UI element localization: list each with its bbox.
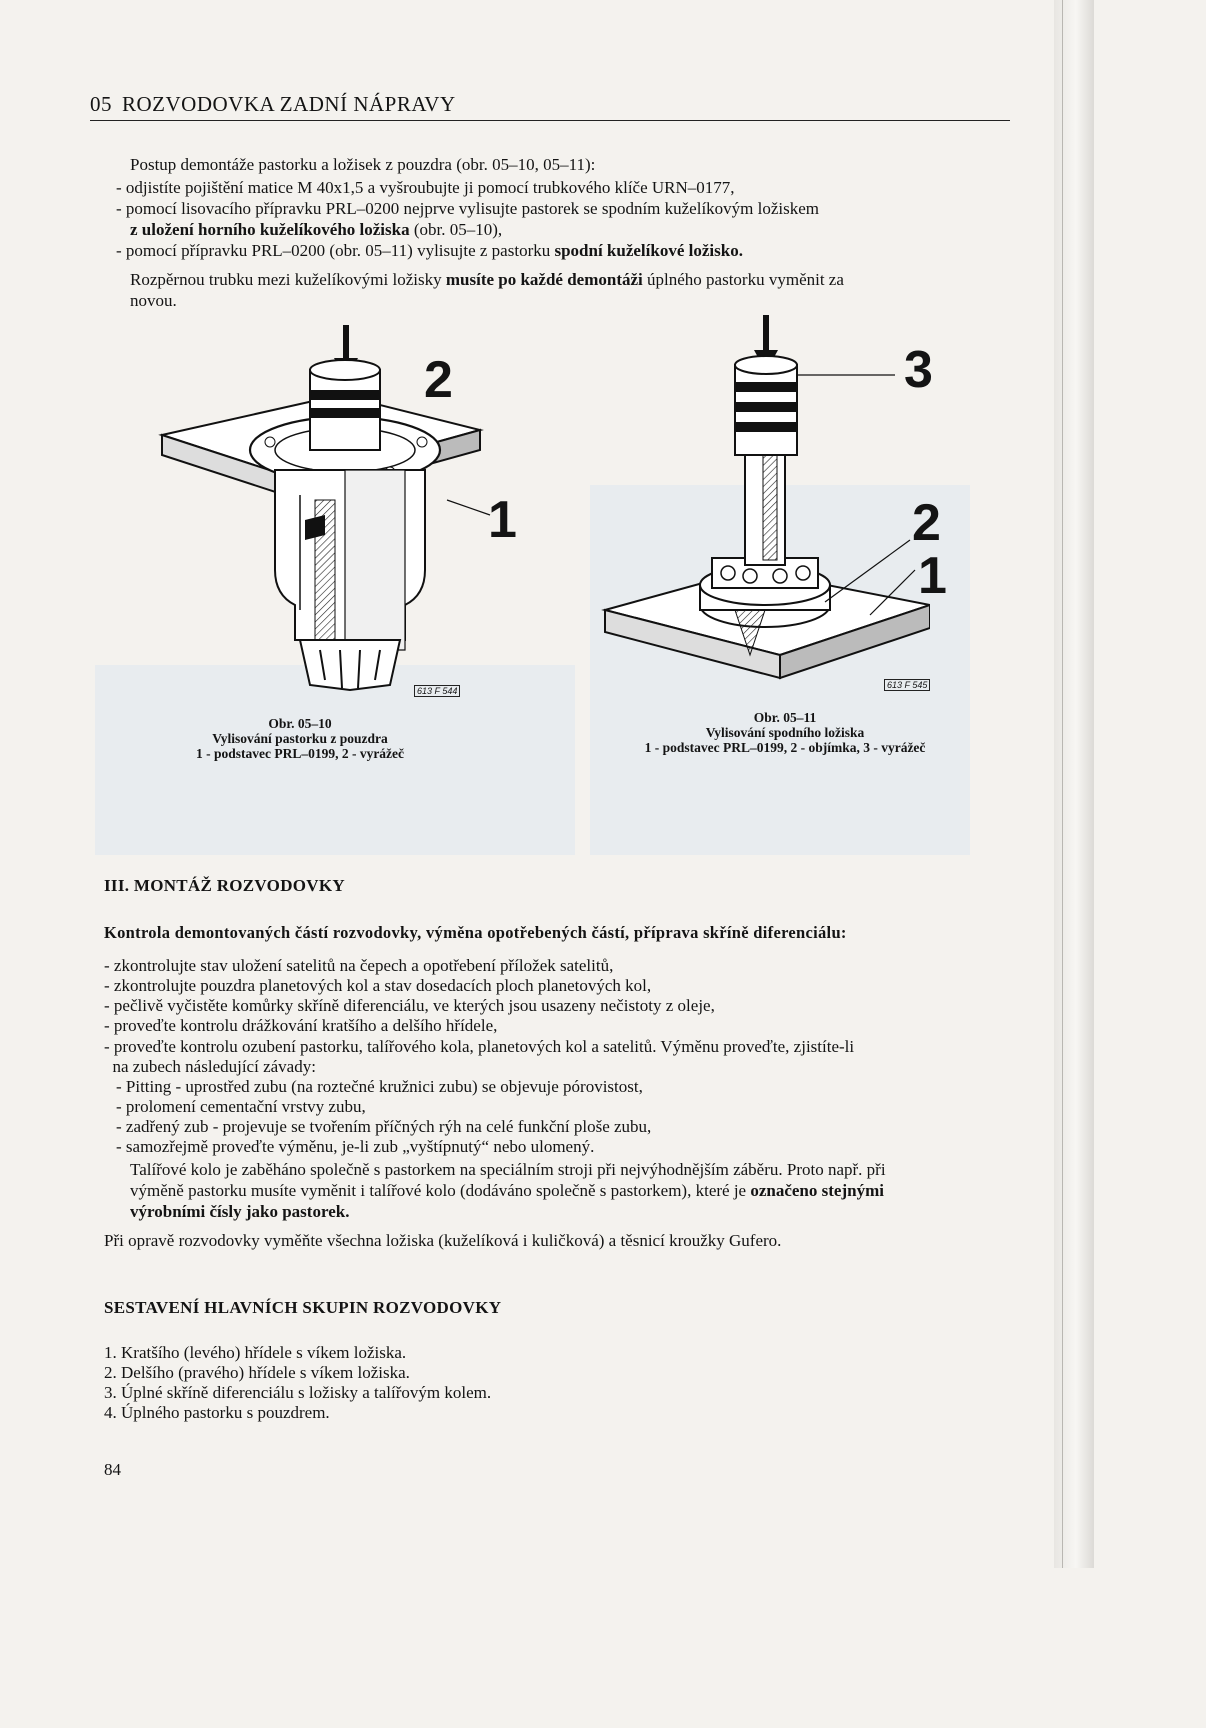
figure-05-10-callout-2: 2 <box>424 351 453 409</box>
figure-05-11-callout-3: 3 <box>904 341 933 399</box>
figure-05-10-callout-1: 1 <box>488 491 517 549</box>
page-number: 84 <box>104 1460 121 1479</box>
section-3-subtitle: Kontrola demontovaných částí rozvodovky, výměna opotřebených částí, příprava skříně diferenciálu: <box>104 923 847 942</box>
assembly-item-1: 1. Kratšího (levého) hřídele s víkem ložiska. <box>104 1343 407 1362</box>
intro-step-2: - pomocí lisovacího přípravku PRL–0200 nejprve vylisujte pastorek se spodním kuželíkovým ložiskem <box>116 199 820 218</box>
figure-05-10-caption <box>180 716 420 761</box>
check-item-4: - proveďte kontrolu drážkování kratšího a delšího hřídele, <box>104 1016 498 1035</box>
intro-lead: Postup demontáže pastorku a ložisek z pouzdra (obr. 05–10, 05–11): <box>130 155 596 174</box>
check-item-5-cont: na zubech následující závady: <box>104 1057 316 1076</box>
intro-step-3-text: - pomocí přípravku PRL–0200 (obr. 05–11) vylisujte z pastorku <box>116 241 555 260</box>
figure-05-11-drawing <box>600 310 930 690</box>
intro-step-1: - odjistíte pojištění matice M 40x1,5 a vyšroubujte ji pomocí trubkového klíče URN–0177, <box>116 178 735 197</box>
figure-05-11-caption <box>600 710 970 755</box>
page-header <box>90 90 1010 121</box>
ring-gear-paragraph-line-2 <box>130 1180 884 1201</box>
defect-item-4: - samozřejmě proveďte výměnu, je-li zub „vyštípnutý“ nebo ulomený. <box>116 1137 595 1156</box>
ring-gear-paragraph-line-3 <box>130 1201 349 1222</box>
ring-gear-paragraph-line-1: Talířové kolo je zaběháno společně s pastorkem na speciálním stroji při nejvýhodnějším záběru. Proto např. při <box>130 1160 886 1179</box>
figure-05-11-callout-2: 2 <box>912 494 941 552</box>
ring-gear-paragraph-bold-end: výrobními čísly jako pastorek. <box>130 1202 350 1221</box>
intro-note-text: Rozpěrnou trubku mezi kuželíkovými ložisky <box>130 270 446 289</box>
intro-note-text-end: úplného pastorku vyměnit za <box>642 270 844 289</box>
intro-note-end: novou. <box>130 291 177 310</box>
figure-05-10-title: Vylisování pastorku z pouzdra <box>212 731 388 746</box>
header-title <box>90 92 456 117</box>
assembly-item-3: 3. Úplné skříně diferenciálu s ložisky a talířovým kolem. <box>104 1383 492 1402</box>
intro-step-3 <box>116 240 743 261</box>
figure-05-11-callout-1: 1 <box>918 547 947 605</box>
figure-05-11-number: Obr. 05–11 <box>753 710 817 725</box>
intro-note <box>130 269 844 290</box>
intro-step-2-bold: z uložení horního kuželíkového ložiska <box>130 220 410 239</box>
intro-step-2-rest: (obr. 05–10), <box>409 220 503 239</box>
ring-gear-paragraph-text: výměně pastorku musíte vyměnit i talířové kolo (dodáváno společně s pastorkem), které je <box>130 1181 751 1200</box>
ring-gear-paragraph-bold: označeno stejnými <box>750 1181 884 1200</box>
check-item-5: - proveďte kontrolu ozubení pastorku, talířového kola, planetových kol a satelitů. Výměnu proveďte, zjistíte-li <box>104 1037 855 1056</box>
assembly-title: SESTAVENÍ HLAVNÍCH SKUPIN ROZVODOVKY <box>104 1298 502 1317</box>
intro-step-2-cont <box>130 219 502 240</box>
figure-05-11-title: Vylisování spodního ložiska <box>705 725 865 740</box>
check-item-1: - zkontrolujte stav uložení satelitů na čepech a opotřebení příložek satelitů, <box>104 956 614 975</box>
check-item-2: - zkontrolujte pouzdra planetových kol a stav dosedacích ploch planetových kol, <box>104 976 652 995</box>
defect-item-3: - zadřený zub - projevuje se tvořením příčných rýh na celé funkční ploše zubu, <box>116 1117 652 1136</box>
bearings-paragraph: Při opravě rozvodovky vyměňte všechna ložiska (kuželíková i kuličková) a těsnicí kroužky Gufero. <box>104 1231 782 1250</box>
assembly-item-2: 2. Delšího (pravého) hřídele s víkem ložiska. <box>104 1363 410 1382</box>
figure-05-10-legend: 1 - podstavec PRL–0199, 2 - vyrážeč <box>195 746 405 761</box>
check-item-3: - pečlivě vyčistěte komůrky skříně diferenciálu, ve kterých jsou usazeny nečistoty z oleje, <box>104 996 715 1015</box>
assembly-item-4: 4. Úplného pastorku s pouzdrem. <box>104 1403 330 1422</box>
intro-step-3-bold: spodní kuželíkové ložisko. <box>554 241 743 260</box>
figure-05-11-legend: 1 - podstavec PRL–0199, 2 - objímka, 3 - vyrážeč <box>644 740 926 755</box>
defect-item-1: - Pitting - uprostřed zubu (na roztečné kružnici zubu) se objevuje pórovistost, <box>116 1077 643 1096</box>
chapter-title: ROZVODOVKA ZADNÍ NÁPRAVY <box>122 92 456 116</box>
defect-item-2: - prolomení cementační vrstvy zubu, <box>116 1097 366 1116</box>
page-edge <box>1054 0 1094 1568</box>
figure-05-10-stamp: 613 F 544 <box>414 685 460 697</box>
chapter-number: 05 <box>90 92 112 116</box>
figure-05-11-stamp: 613 F 545 <box>884 679 930 691</box>
intro-note-bold: musíte po každé demontáži <box>445 270 643 289</box>
figure-05-10-number: Obr. 05–10 <box>268 716 332 731</box>
figure-05-10-drawing <box>150 320 530 700</box>
section-3-title: III. MONTÁŽ ROZVODOVKY <box>104 876 345 895</box>
